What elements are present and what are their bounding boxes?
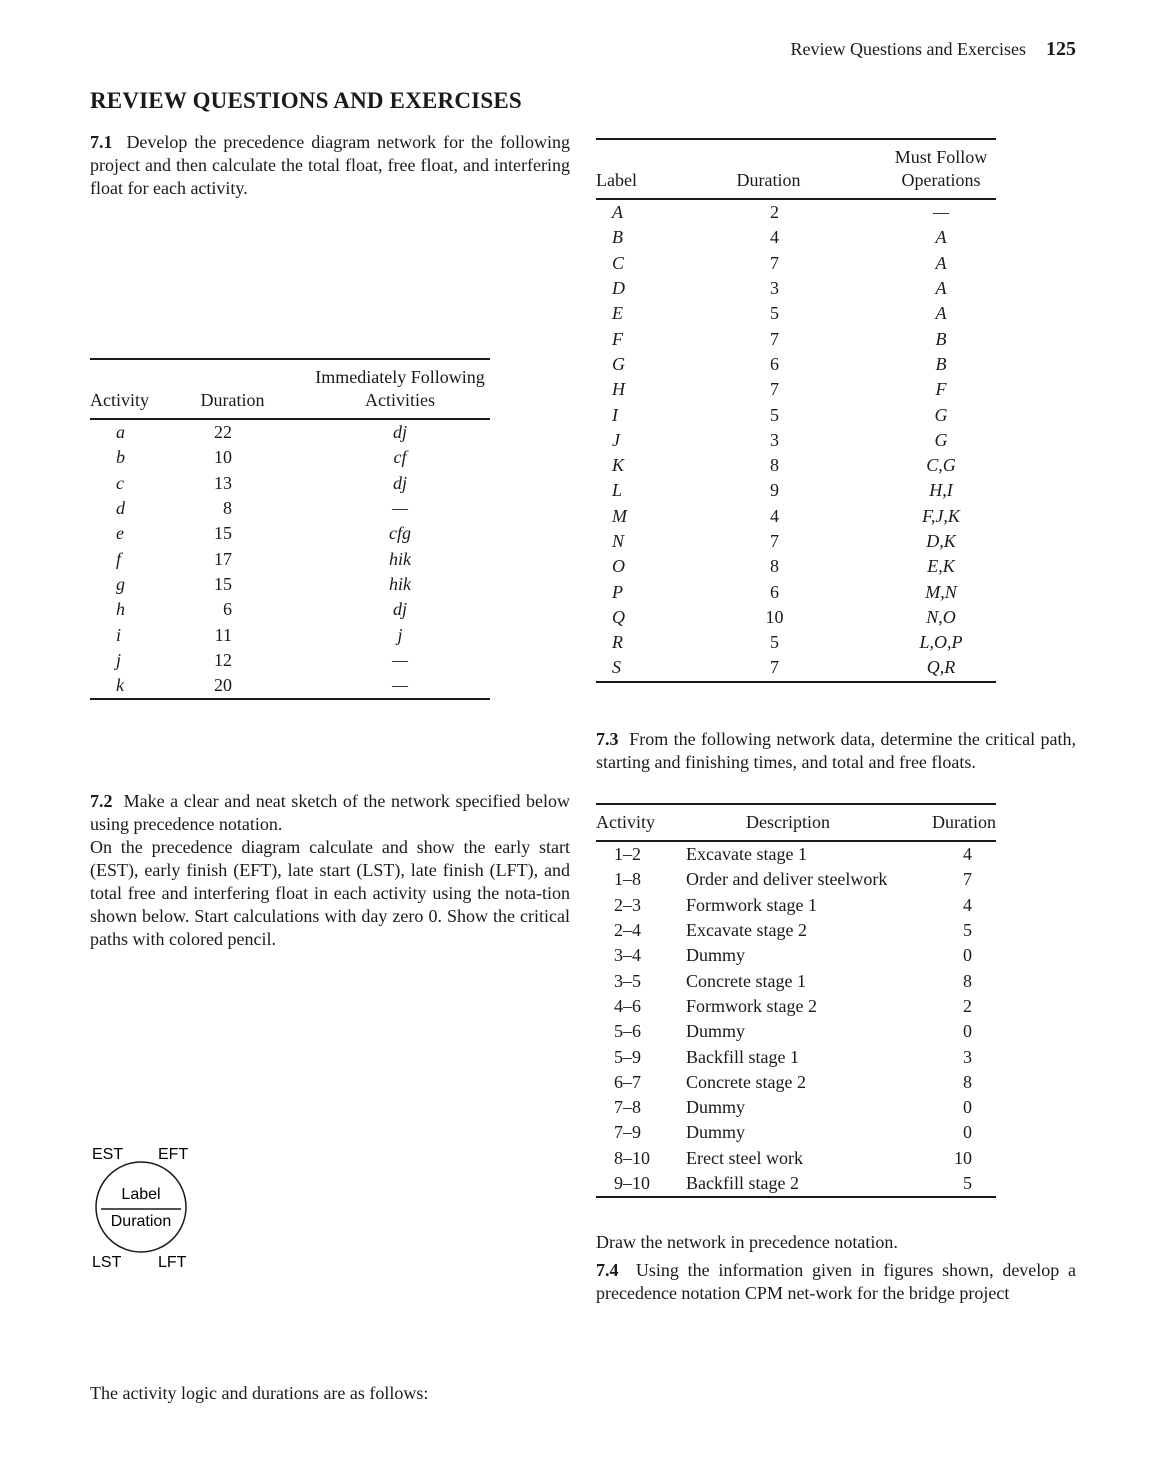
must-follow-cell <box>831 605 996 630</box>
table-row <box>596 276 996 301</box>
table-row <box>596 504 996 529</box>
must-follow-value: A <box>935 303 947 324</box>
label-cell: I <box>612 404 618 425</box>
description-cell: Order and deliver steelwork <box>686 869 888 890</box>
col-header-activity: Activity <box>596 812 655 832</box>
table-row <box>596 326 996 351</box>
following-value: hik <box>389 548 411 569</box>
following-cell <box>280 622 490 647</box>
following-cell <box>280 496 490 521</box>
table-row <box>90 471 490 496</box>
table-row <box>596 377 996 402</box>
table-row <box>596 301 996 326</box>
col-header-duration: Duration <box>200 390 265 410</box>
must-follow-cell <box>831 554 996 579</box>
label-cell: D <box>612 278 625 299</box>
logic-note: The activity logic and durations are as follows: <box>90 1383 429 1403</box>
must-follow-cell <box>831 428 996 453</box>
duration-cell: 4 <box>963 844 972 865</box>
duration-cell: 5 <box>963 1173 972 1193</box>
table-row <box>90 597 490 622</box>
question-7-2 <box>90 790 570 951</box>
following-cell <box>280 648 490 673</box>
label-cell: L <box>612 480 623 501</box>
label-table-7-2 <box>596 138 996 683</box>
table-row <box>596 1019 996 1044</box>
description-cell: Dummy <box>686 1097 746 1118</box>
table-row <box>596 943 996 968</box>
label-cell: N <box>612 531 625 551</box>
duration-cell: 9 <box>770 480 779 501</box>
must-follow-cell <box>831 655 996 681</box>
duration-cell: 2 <box>963 995 972 1016</box>
duration-cell: 7 <box>770 657 779 678</box>
duration-cell: 7 <box>770 328 779 349</box>
description-cell: Dummy <box>686 1021 746 1042</box>
node-notation-diagram <box>86 1140 206 1275</box>
running-title: Review Questions and Exercises <box>790 39 1026 59</box>
following-value: — <box>391 498 408 519</box>
must-follow-cell <box>831 251 996 276</box>
table-row <box>596 199 996 225</box>
description-cell: Erect steel work <box>686 1147 803 1168</box>
table-row <box>596 605 996 630</box>
must-follow-value: L,O,P <box>919 632 963 653</box>
label-cell: H <box>612 379 625 400</box>
table-row <box>596 841 996 867</box>
must-follow-cell <box>831 276 996 301</box>
header-line-1: Must Follow <box>894 147 988 167</box>
must-follow-value: — <box>932 202 949 223</box>
following-cell <box>280 673 490 699</box>
duration-cell: 5 <box>963 920 972 941</box>
duration-cell: 7 <box>770 531 779 551</box>
label-cell: P <box>612 581 623 602</box>
table-row <box>596 918 996 943</box>
est-label: EST <box>92 1146 124 1163</box>
duration-cell: 3 <box>770 429 779 450</box>
following-cell <box>280 572 490 597</box>
description-cell: Formwork stage 1 <box>686 894 817 915</box>
table-row <box>596 867 996 892</box>
duration-cell: 5 <box>770 404 779 425</box>
must-follow-cell <box>831 453 996 478</box>
header-line-1: Immediately Following <box>315 367 485 387</box>
col-header-label: Label <box>596 170 637 190</box>
activity-cell: 7–9 <box>614 1122 641 1143</box>
following-cell <box>280 597 490 622</box>
node-label-text: Label <box>121 1186 161 1203</box>
duration-cell: 15 <box>214 573 232 594</box>
following-cell <box>280 521 490 546</box>
must-follow-value: A <box>935 252 947 273</box>
activity-cell: 3–4 <box>614 945 641 966</box>
table-row <box>596 428 996 453</box>
description-cell: Backfill stage 1 <box>686 1046 799 1067</box>
duration-cell: 8 <box>770 556 779 577</box>
duration-cell: 3 <box>963 1046 972 1067</box>
question-text-1: Make a clear and neat sketch of the network specified below using precedence notation. <box>90 791 570 834</box>
must-follow-cell <box>831 225 996 250</box>
activity-cell: d <box>116 498 125 519</box>
must-follow-value: Q,R <box>926 657 956 678</box>
description-cell: Dummy <box>686 945 746 966</box>
must-follow-cell <box>831 529 996 554</box>
duration-cell: 4 <box>770 505 779 526</box>
col-header-activity: Activity <box>90 390 149 410</box>
question-number: 7.4 <box>596 1260 619 1280</box>
must-follow-cell <box>831 199 996 225</box>
table-row <box>596 352 996 377</box>
activity-cell: 3–5 <box>614 970 641 991</box>
duration-cell: 0 <box>963 1097 972 1118</box>
must-follow-cell <box>831 326 996 351</box>
page-number: 125 <box>1046 38 1076 60</box>
activity-cell: 1–2 <box>614 844 641 865</box>
duration-cell: 5 <box>770 632 779 653</box>
table-body <box>596 199 996 682</box>
table-row <box>90 445 490 470</box>
lst-label: LST <box>92 1254 122 1271</box>
label-cell: M <box>612 505 627 526</box>
duration-cell: 8 <box>963 1071 972 1092</box>
must-follow-cell <box>831 352 996 377</box>
label-cell: R <box>612 632 623 653</box>
network-table-7-3 <box>596 803 996 1198</box>
activity-cell: 1–8 <box>614 869 641 890</box>
table-row <box>90 673 490 699</box>
must-follow-value: B <box>935 353 947 374</box>
table-row <box>596 579 996 604</box>
description-cell: Excavate stage 1 <box>686 844 807 865</box>
description-cell: Backfill stage 2 <box>686 1173 799 1193</box>
label-cell: Q <box>612 606 625 627</box>
duration-cell: 8 <box>770 455 779 476</box>
activity-cell: a <box>116 422 125 443</box>
duration-cell: 7 <box>770 379 779 400</box>
following-value: cf <box>393 447 407 468</box>
question-7-1 <box>90 131 570 200</box>
must-follow-cell <box>831 377 996 402</box>
activity-cell: 2–3 <box>614 894 641 915</box>
description-cell: Concrete stage 2 <box>686 1071 806 1092</box>
following-value: dj <box>392 422 407 443</box>
must-follow-value: G <box>934 404 948 425</box>
must-follow-value: F,J,K <box>922 505 960 526</box>
label-cell: E <box>612 303 623 324</box>
table-row <box>90 648 490 673</box>
duration-cell: 0 <box>963 1021 972 1042</box>
header-line-2: Activities <box>365 390 435 410</box>
table-row <box>596 1146 996 1171</box>
following-cell <box>280 419 490 445</box>
table-row <box>596 630 996 655</box>
duration-cell: 3 <box>770 278 779 299</box>
duration-cell: 10 <box>954 1147 972 1168</box>
table-row <box>596 478 996 503</box>
duration-cell: 8 <box>223 498 232 519</box>
must-follow-cell <box>831 301 996 326</box>
question-text: Using the information given in figures shown, develop a precedence notation CPM net-work for the bridge project <box>596 1260 1076 1303</box>
must-follow-value: C,G <box>926 455 956 476</box>
duration-cell: 4 <box>963 894 972 915</box>
must-follow-value: G <box>934 429 948 450</box>
activity-cell: e <box>116 523 124 544</box>
duration-cell: 6 <box>770 581 779 602</box>
activity-cell: c <box>116 472 124 493</box>
table-row <box>596 529 996 554</box>
following-value: — <box>391 675 408 696</box>
table-row <box>596 1070 996 1095</box>
activity-cell: 6–7 <box>614 1071 641 1092</box>
duration-cell: 13 <box>214 472 232 493</box>
activity-cell: k <box>116 675 124 696</box>
following-value: hik <box>389 573 411 594</box>
table-body <box>90 419 490 699</box>
duration-cell: 20 <box>214 675 232 696</box>
table-row <box>90 546 490 571</box>
table-row <box>596 554 996 579</box>
col-header-following <box>280 359 490 419</box>
duration-cell: 7 <box>963 869 972 890</box>
must-follow-value: B <box>935 328 947 349</box>
must-follow-cell <box>831 504 996 529</box>
description-cell: Concrete stage 1 <box>686 970 806 991</box>
duration-cell: 12 <box>214 649 232 670</box>
question-number: 7.3 <box>596 729 619 749</box>
duration-cell: 7 <box>770 252 779 273</box>
col-header-duration: Duration <box>932 812 996 832</box>
must-follow-cell <box>831 579 996 604</box>
duration-cell: 4 <box>770 227 779 248</box>
label-cell: J <box>612 429 620 450</box>
table-row <box>596 1095 996 1120</box>
col-header-description: Description <box>746 812 830 832</box>
duration-cell: 11 <box>214 624 232 645</box>
label-cell: K <box>612 455 625 476</box>
question-number: 7.2 <box>90 791 113 811</box>
label-cell: B <box>612 227 623 248</box>
question-number: 7.1 <box>90 132 113 152</box>
activity-cell: i <box>116 624 122 645</box>
duration-cell: 10 <box>214 447 232 468</box>
label-cell: G <box>612 353 625 374</box>
col-header-duration: Duration <box>736 170 801 190</box>
must-follow-value: F <box>935 379 947 400</box>
running-header <box>791 38 1076 61</box>
node-circle <box>96 1162 186 1252</box>
duration-cell: 15 <box>214 523 232 544</box>
activity-cell: 7–8 <box>614 1097 641 1118</box>
table-row <box>90 496 490 521</box>
must-follow-value: A <box>935 278 947 299</box>
duration-cell: 2 <box>770 202 779 223</box>
must-follow-value: E,K <box>927 556 955 577</box>
node-duration-text: Duration <box>110 1213 172 1230</box>
following-value: dj <box>392 472 407 493</box>
activity-cell: 5–6 <box>614 1021 641 1042</box>
duration-cell: 17 <box>214 548 232 569</box>
section-title: REVIEW QUESTIONS AND EXERCISES <box>90 88 522 113</box>
activity-cell: j <box>116 649 122 670</box>
table-row <box>596 402 996 427</box>
duration-cell: 8 <box>963 970 972 991</box>
table-row <box>90 419 490 445</box>
lft-label: LFT <box>158 1254 187 1271</box>
activity-cell: b <box>116 447 125 468</box>
label-cell: C <box>612 252 625 273</box>
duration-cell: 6 <box>770 353 779 374</box>
following-value: j <box>397 624 403 645</box>
must-follow-cell <box>831 478 996 503</box>
must-follow-value: N,O <box>926 606 956 627</box>
activity-cell: 8–10 <box>614 1147 650 1168</box>
activity-cell: 9–10 <box>614 1173 650 1193</box>
table-row <box>596 453 996 478</box>
table-row <box>596 893 996 918</box>
table-row <box>596 655 996 681</box>
question-7-4 <box>596 1259 1076 1305</box>
description-cell: Excavate stage 2 <box>686 920 807 941</box>
table-row <box>596 994 996 1019</box>
table-row <box>596 968 996 993</box>
duration-cell: 6 <box>223 599 232 620</box>
label-cell: A <box>612 202 623 223</box>
duration-cell: 0 <box>963 1122 972 1143</box>
table-row <box>596 1120 996 1145</box>
table-row <box>596 1171 996 1197</box>
must-follow-value: D,K <box>926 531 956 551</box>
table-row <box>90 521 490 546</box>
question-text: Develop the precedence diagram network for the following project and then calculate the total float, free float, and interfering float for each activity. <box>90 132 571 198</box>
activity-cell: h <box>116 599 125 620</box>
activity-cell: 5–9 <box>614 1046 641 1067</box>
must-follow-value: H,I <box>929 480 953 501</box>
must-follow-cell <box>831 402 996 427</box>
must-follow-cell <box>831 630 996 655</box>
activity-cell: f <box>116 548 122 569</box>
following-value: dj <box>392 599 407 620</box>
activity-cell: 4–6 <box>614 995 641 1016</box>
description-cell: Formwork stage 2 <box>686 995 817 1016</box>
label-cell: S <box>612 657 621 678</box>
activity-cell: g <box>116 573 125 594</box>
eft-label: EFT <box>158 1146 189 1163</box>
question-text: From the following network data, determine the critical path, starting and finishing times, and total and free floats. <box>596 729 1077 772</box>
following-cell <box>280 471 490 496</box>
table-row <box>596 225 996 250</box>
activity-table-7-1 <box>90 358 490 700</box>
question-text-2: On the precedence diagram calculate and show the early start (EST), early finish (EFT), late start (LST), late finish (LFT), and total free and interfering float in each activity using the nota-tion shown below. Start calculations with day zero 0. Show the critical paths with colored pencil. <box>90 837 570 949</box>
following-value: — <box>391 649 408 670</box>
following-value: cfg <box>389 523 411 544</box>
duration-cell: 5 <box>770 303 779 324</box>
table-row <box>90 572 490 597</box>
duration-cell: 10 <box>765 606 784 627</box>
label-cell: F <box>612 328 623 349</box>
duration-cell: 0 <box>963 945 972 966</box>
following-cell <box>280 445 490 470</box>
following-cell <box>280 546 490 571</box>
duration-cell: 22 <box>214 422 232 443</box>
description-cell: Dummy <box>686 1122 746 1143</box>
table-row <box>596 251 996 276</box>
header-line-2: Operations <box>901 170 981 190</box>
must-follow-value: M,N <box>925 581 957 602</box>
label-cell: O <box>612 556 625 577</box>
draw-note: Draw the network in precedence notation. <box>596 1232 898 1252</box>
table-row <box>90 622 490 647</box>
table-body <box>596 841 996 1197</box>
must-follow-value: A <box>935 227 947 248</box>
col-header-must-follow <box>831 139 996 199</box>
question-7-3 <box>596 728 1076 774</box>
table-row <box>596 1044 996 1069</box>
activity-cell: 2–4 <box>614 920 641 941</box>
